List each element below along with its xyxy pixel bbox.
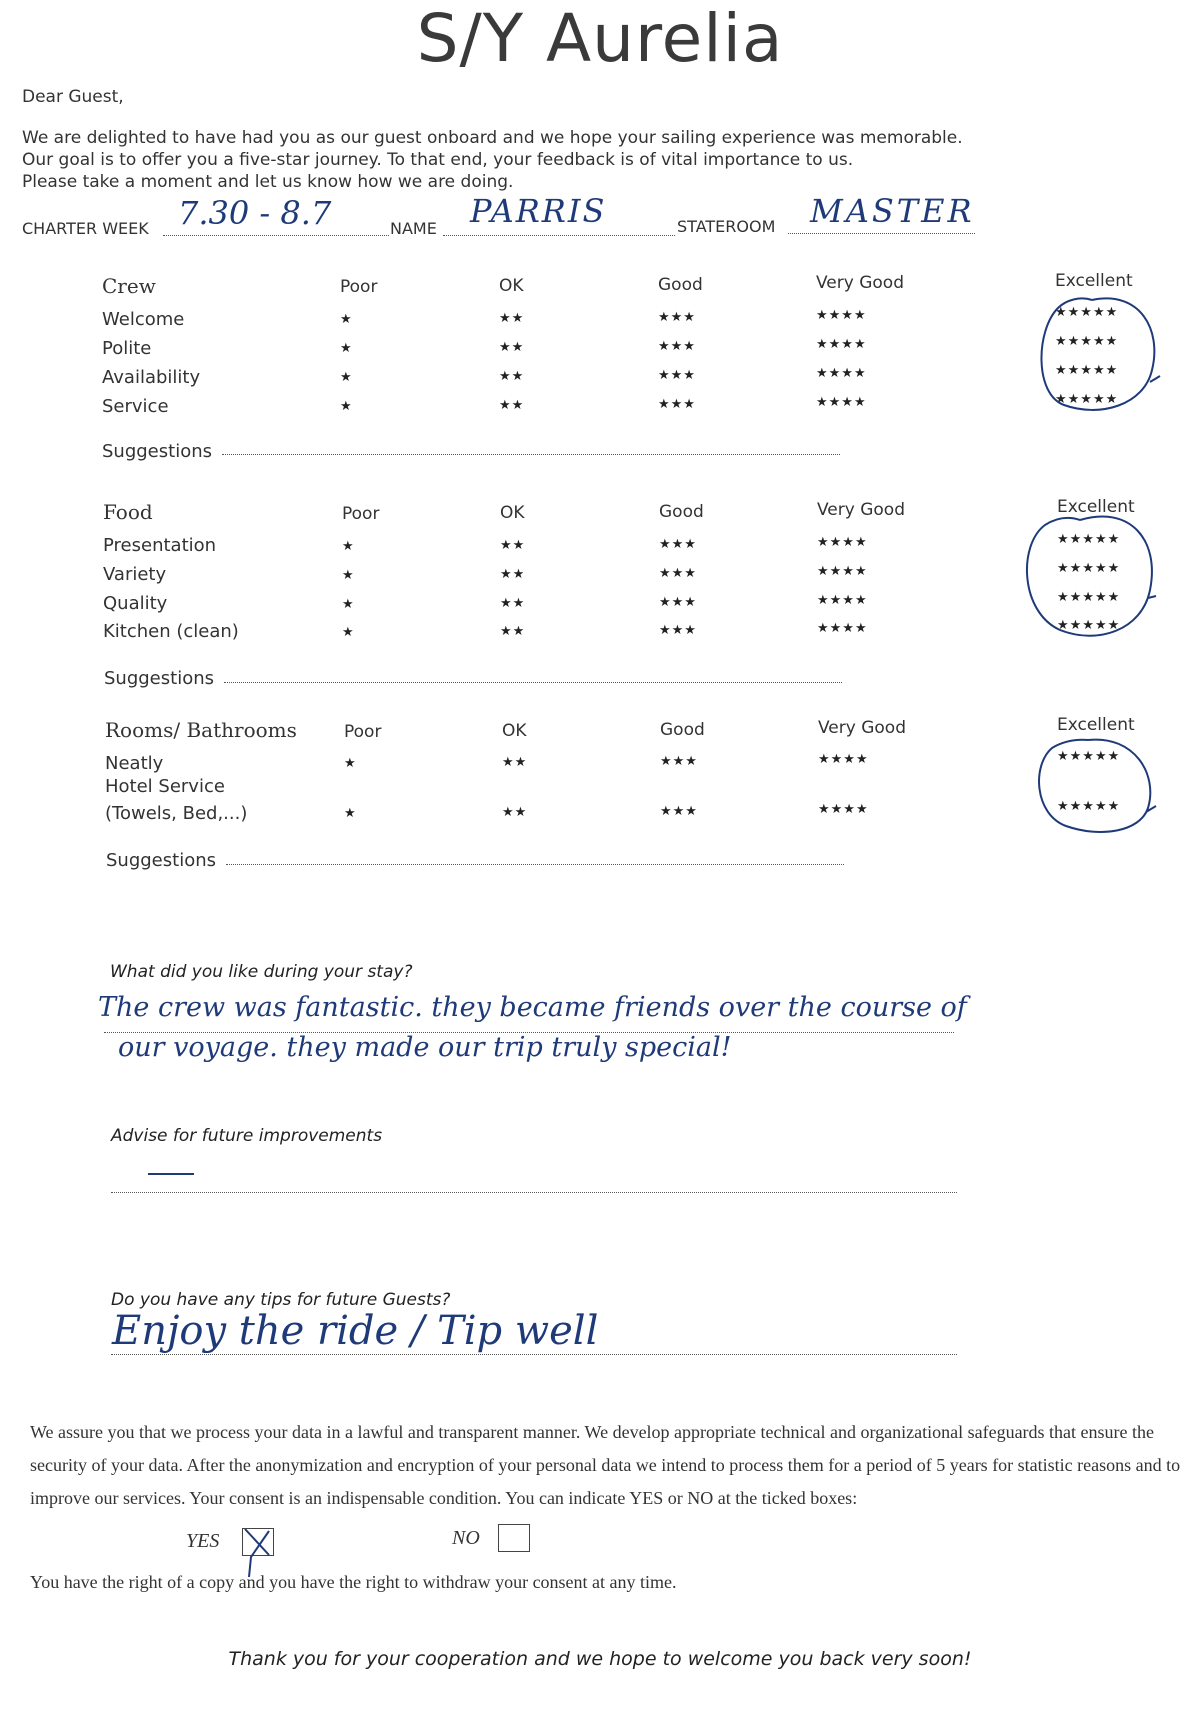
food-col-ok: OK [500,503,525,523]
star-rating-1[interactable]: ★ [340,312,353,327]
stateroom-value[interactable]: MASTER [810,192,975,230]
name-value[interactable]: PARRIS [470,192,607,230]
crew-row-polite: Polite [102,338,152,359]
star-rating-5[interactable]: ★★★★★ [1057,561,1121,576]
star-rating-5[interactable]: ★★★★★ [1057,618,1121,633]
food-row-variety: Variety [103,564,167,585]
crew-col-excellent: Excellent [1055,271,1133,291]
tips-question: Do you have any tips for future Guests? [111,1290,451,1310]
liked-answer-line-1[interactable]: The crew was fantastic. they became friends over the course of [98,992,967,1023]
rooms-col-poor: Poor [344,722,382,742]
star-rating-5[interactable]: ★★★★★ [1057,799,1121,814]
star-rating-3[interactable]: ★★★ [659,623,697,638]
name-label: NAME [390,219,437,238]
advise-answer-field[interactable] [111,1192,957,1193]
star-rating-1[interactable]: ★ [344,806,357,821]
star-rating-4[interactable]: ★★★★ [817,564,868,579]
crew-col-ok: OK [499,276,524,296]
crew-excellent-circle [1041,298,1160,410]
yes-checkbox[interactable] [242,1528,274,1556]
star-rating-3[interactable]: ★★★ [658,310,696,325]
star-rating-3[interactable]: ★★★ [658,397,696,412]
star-rating-3[interactable]: ★★★ [660,754,698,769]
star-rating-1[interactable]: ★ [342,625,355,640]
intro-line-1: We are delighted to have had you as our guest onboard and we hope your sailing experience was memorable. [22,128,963,148]
star-rating-4[interactable]: ★★★★ [818,752,869,767]
food-col-very-good: Very Good [817,500,905,520]
liked-question: What did you like during your stay? [110,962,413,982]
thanks-footer: Thank you for your cooperation and we hope to welcome you back very soon! [228,1648,972,1670]
yes-label: YES [186,1530,220,1552]
star-rating-5[interactable]: ★★★★★ [1057,749,1121,764]
star-rating-3[interactable]: ★★★ [658,339,696,354]
rooms-col-good: Good [660,720,705,740]
food-row-presentation: Presentation [103,535,217,556]
star-rating-2[interactable]: ★★ [499,369,525,384]
star-rating-5[interactable]: ★★★★★ [1055,363,1119,378]
food-col-good: Good [659,502,704,522]
rooms-col-very-good: Very Good [818,718,906,738]
food-row-kitchen: Kitchen (clean) [103,621,239,642]
stateroom-label: STATEROOM [677,217,776,236]
star-rating-1[interactable]: ★ [340,341,353,356]
star-rating-2[interactable]: ★★ [499,340,525,355]
food-suggestions-label: Suggestions [104,668,214,689]
crew-row-service: Service [102,396,169,417]
liked-answer-line-2[interactable]: our voyage. they made our trip truly special! [118,1032,732,1063]
rooms-section-title: Rooms/ Bathrooms [105,718,297,742]
star-rating-2[interactable]: ★★ [500,596,526,611]
tips-answer-line [111,1354,957,1355]
intro-line-3: Please take a moment and let us know how we are doing. [22,172,514,192]
rooms-row-towels: (Towels, Bed,...) [105,803,248,824]
star-rating-2[interactable]: ★★ [500,567,526,582]
food-col-poor: Poor [342,504,380,524]
rooms-row-neatly: Neatly [105,753,164,774]
rooms-col-ok: OK [502,721,527,741]
star-rating-1[interactable]: ★ [344,756,357,771]
star-rating-1[interactable]: ★ [342,539,355,554]
star-rating-1[interactable]: ★ [342,568,355,583]
no-checkbox[interactable] [498,1524,530,1552]
page-title: S/Y Aurelia [416,0,784,77]
star-rating-4[interactable]: ★★★★ [817,593,868,608]
star-rating-2[interactable]: ★★ [500,624,526,639]
star-rating-4[interactable]: ★★★★ [817,535,868,550]
consent-text: We assure you that we process your data in a lawful and transparent manner. We develop appropriate technical and organizational safeguards that ensure the security of your data. After the anonymization and encryption of your personal data we intend to process them for a period of 5 years for statistic reasons and to improve our services. Your consent is an indispensable condition. You can indicate YES or NO at the ticked boxes: [30,1422,1181,1508]
star-rating-1[interactable]: ★ [342,597,355,612]
crew-suggestions-label: Suggestions [102,441,212,462]
star-rating-4[interactable]: ★★★★ [818,802,869,817]
star-rating-3[interactable]: ★★★ [659,595,697,610]
crew-section-title: Crew [102,274,156,298]
star-rating-5[interactable]: ★★★★★ [1057,532,1121,547]
star-rating-3[interactable]: ★★★ [659,537,697,552]
rights-text: You have the right of a copy and you have the right to withdraw your consent at any time. [30,1572,677,1592]
advise-dash-mark [148,1173,194,1175]
rooms-row-hotel-service: Hotel Service [105,776,225,797]
charter-week-value[interactable]: 7.30 - 8.7 [178,194,332,232]
star-rating-3[interactable]: ★★★ [659,566,697,581]
crew-col-poor: Poor [340,277,378,297]
star-rating-5[interactable]: ★★★★★ [1055,305,1119,320]
star-rating-4[interactable]: ★★★★ [816,366,867,381]
star-rating-2[interactable]: ★★ [500,538,526,553]
food-section-title: Food [103,500,153,524]
advise-question: Advise for future improvements [111,1126,383,1146]
crew-row-welcome: Welcome [102,309,185,330]
food-excellent-circle [1027,516,1156,635]
star-rating-4[interactable]: ★★★★ [816,308,867,323]
food-col-excellent: Excellent [1057,497,1135,517]
crew-row-availability: Availability [102,367,201,388]
rooms-excellent-circle [1039,740,1156,832]
star-rating-2[interactable]: ★★ [499,311,525,326]
star-rating-5[interactable]: ★★★★★ [1057,590,1121,605]
star-rating-3[interactable]: ★★★ [660,804,698,819]
star-rating-4[interactable]: ★★★★ [816,395,867,410]
tips-answer[interactable]: Enjoy the ride / Tip well [112,1308,599,1354]
intro-line-2: Our goal is to offer you a five-star journey. To that end, your feedback is of vital importance to us. [22,150,854,170]
star-rating-3[interactable]: ★★★ [658,368,696,383]
crew-col-good: Good [658,275,703,295]
star-rating-1[interactable]: ★ [340,370,353,385]
star-rating-5[interactable]: ★★★★★ [1055,392,1119,407]
greeting: Dear Guest, [22,87,124,107]
rooms-suggestions-label: Suggestions [106,850,216,871]
rooms-col-excellent: Excellent [1057,715,1135,735]
star-rating-2[interactable]: ★★ [502,755,528,770]
star-rating-2[interactable]: ★★ [502,805,528,820]
star-rating-1[interactable]: ★ [340,399,353,414]
no-label: NO [452,1527,480,1549]
star-rating-4[interactable]: ★★★★ [817,621,868,636]
food-row-quality: Quality [103,593,168,614]
crew-col-very-good: Very Good [816,273,904,293]
star-rating-2[interactable]: ★★ [499,398,525,413]
star-rating-5[interactable]: ★★★★★ [1055,334,1119,349]
charter-week-label: CHARTER WEEK [22,219,149,238]
star-rating-4[interactable]: ★★★★ [816,337,867,352]
